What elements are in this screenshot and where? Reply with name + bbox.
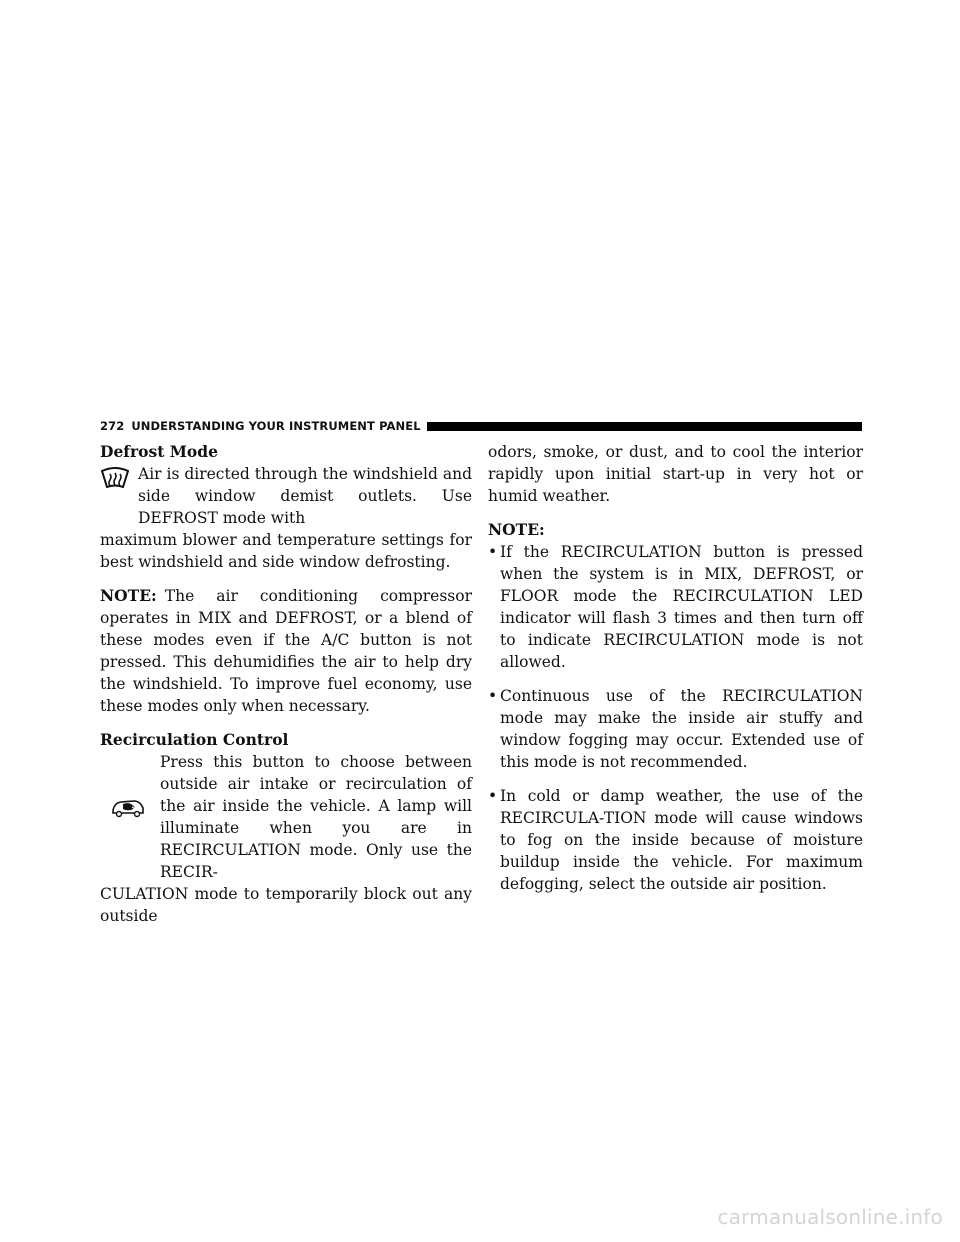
- defrost-icon: [100, 465, 130, 491]
- watermark: carmanualsonline.info: [717, 1205, 943, 1229]
- bullet-dot: •: [488, 543, 498, 561]
- recirculation-text-full: CULATION mode to temporarily block out any outside: [100, 885, 472, 925]
- recirculation-text-indented: Press this button to choose between outside air intake or recirculation of the air inside the vehicle. A lamp will illuminate when you are in RECIRCULATION mode. Only use the RECIR-: [160, 753, 472, 881]
- defrost-heading: Defrost Mode: [100, 442, 218, 461]
- defrost-section: [100, 463, 472, 573]
- defrost-text-full: maximum blower and temperature settings for best windshield and side window defrosting.: [100, 531, 472, 571]
- note-label: NOTE:: [100, 586, 157, 605]
- note-text: The air conditioning compressor operates in MIX and DEFROST, or a blend of these modes even if the A/C button is not pressed. This dehumidifies the air to help dry the windshield. To improve fuel economy, use these modes only when necessary.: [100, 587, 472, 715]
- note-heading: NOTE:: [488, 520, 545, 539]
- bullet-dot: •: [488, 787, 498, 805]
- continuation-paragraph: odors, smoke, or dust, and to cool the interior rapidly upon initial start-up in very hot or humid weather.: [488, 443, 863, 505]
- bullet-text: In cold or damp weather, the use of the RECIRCULA-TION mode will cause windows to fog on the inside because of moisture buildup inside the vehicle. For maximum defogging, select the outside air position.: [500, 787, 863, 893]
- bullet-text: If the RECIRCULATION button is pressed when the system is in MIX, DEFROST, or FLOOR mode the RECIRCULATION LED indicator will flash 3 times and then turn off to indicate RECIRCULATION mode is not allowed.: [500, 543, 863, 671]
- recirculation-icon: [110, 795, 146, 821]
- bullet-item: [488, 685, 863, 773]
- defrost-text-indented: Air is directed through the windshield and side window demist outlets. Use DEFROST mode with: [138, 465, 472, 527]
- section-title: UNDERSTANDING YOUR INSTRUMENT PANEL: [131, 419, 421, 433]
- left-column: [100, 441, 472, 927]
- header-rule: [427, 422, 862, 431]
- bullet-text: Continuous use of the RECIRCULATION mode may make the inside air stuffy and window fogging may occur. Extended use of this mode is not recommended.: [500, 687, 863, 771]
- recirculation-heading: Recirculation Control: [100, 730, 289, 749]
- bullet-item: [488, 541, 863, 673]
- bullet-item: [488, 785, 863, 895]
- page-header: [100, 419, 862, 433]
- right-column: [488, 441, 863, 907]
- recirculation-section: [100, 751, 472, 883]
- bullet-dot: •: [488, 687, 498, 705]
- note-paragraph: [100, 585, 472, 717]
- page-number: 272: [100, 419, 125, 433]
